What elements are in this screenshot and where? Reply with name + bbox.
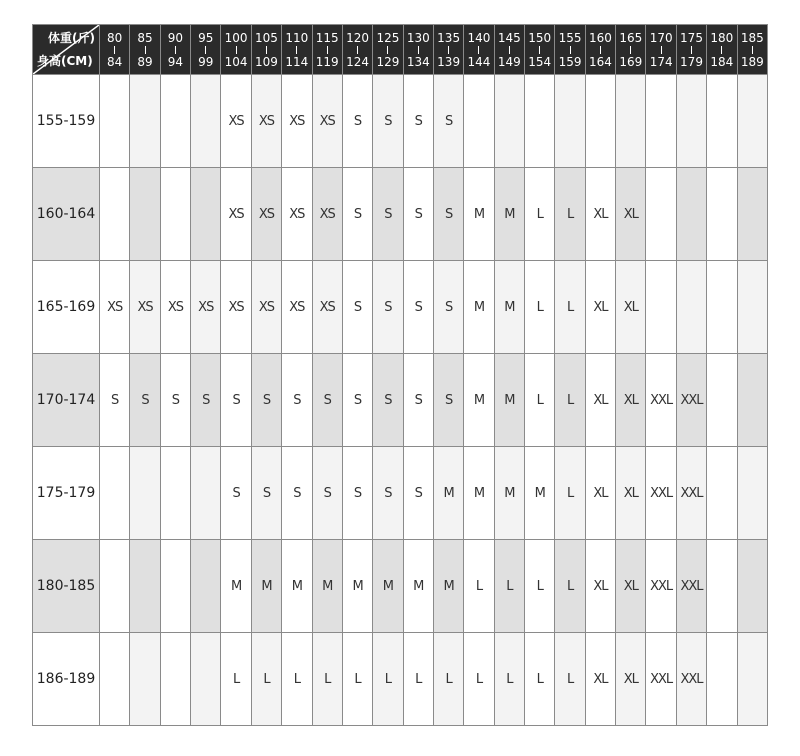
size-cell: M [494, 261, 524, 354]
size-cell: L [494, 633, 524, 726]
size-cell: XL [616, 540, 646, 633]
weight-range-header [464, 25, 494, 75]
weight-range-low: 105 [255, 30, 278, 45]
size-cell [707, 633, 737, 726]
size-cell: S [221, 447, 251, 540]
weight-range-low: 180 [710, 30, 734, 45]
size-cell: S [373, 75, 403, 168]
size-cell [585, 75, 615, 168]
size-cell: S [403, 261, 433, 354]
size-cell [707, 354, 737, 447]
size-cell: L [282, 633, 312, 726]
size-cell [737, 75, 767, 168]
table-row [33, 447, 768, 540]
weight-range-high: 169 [619, 54, 643, 69]
size-cell: XS [130, 261, 160, 354]
range-separator [357, 46, 358, 54]
size-cell: XS [221, 168, 251, 261]
weight-range-low: 150 [528, 30, 552, 45]
weight-header-row [33, 25, 768, 75]
size-cell: XL [585, 540, 615, 633]
size-cell: L [342, 633, 372, 726]
weight-range-header [646, 25, 676, 75]
size-cell: XL [585, 168, 615, 261]
size-cell: XL [616, 261, 646, 354]
weight-range-low: 115 [315, 30, 339, 45]
range-separator [721, 46, 722, 54]
size-cell: XL [585, 354, 615, 447]
size-cell [100, 540, 130, 633]
weight-range-header [100, 25, 130, 75]
range-separator [478, 46, 479, 54]
size-cell: M [312, 540, 342, 633]
size-cell: XS [251, 168, 281, 261]
size-cell [555, 75, 585, 168]
range-separator [418, 46, 419, 54]
weight-range-low: 110 [285, 30, 309, 45]
size-cell: XS [282, 168, 312, 261]
size-cell: M [342, 540, 372, 633]
size-cell: M [464, 168, 494, 261]
size-cell: L [403, 633, 433, 726]
size-cell: S [312, 447, 342, 540]
size-cell: XXL [676, 447, 706, 540]
weight-range-low: 85 [137, 30, 153, 45]
size-cell: L [464, 540, 494, 633]
size-cell [646, 168, 676, 261]
weight-range-high: 144 [467, 54, 491, 69]
size-cell: L [525, 261, 555, 354]
corner-header [33, 25, 100, 75]
size-cell: S [251, 354, 281, 447]
size-cell: S [373, 354, 403, 447]
weight-range-high: 134 [406, 54, 430, 69]
size-cell: S [312, 354, 342, 447]
size-cell [191, 168, 221, 261]
size-cell: S [433, 354, 463, 447]
size-cell: XS [221, 261, 251, 354]
size-cell: M [464, 354, 494, 447]
size-cell: S [403, 75, 433, 168]
size-cell: XL [616, 354, 646, 447]
weight-range-low: 120 [346, 30, 369, 45]
size-cell [160, 633, 190, 726]
size-cell [130, 540, 160, 633]
size-cell [737, 261, 767, 354]
size-cell: XL [585, 261, 615, 354]
weight-range-header [494, 25, 524, 75]
weight-range-low: 155 [558, 30, 582, 45]
weight-range-header [221, 25, 251, 75]
size-cell: L [373, 633, 403, 726]
size-cell: S [130, 354, 160, 447]
size-cell: S [373, 261, 403, 354]
table-row [33, 540, 768, 633]
table-row [33, 75, 768, 168]
range-separator [205, 46, 206, 54]
size-cell: L [555, 540, 585, 633]
weight-range-high: 99 [198, 54, 214, 69]
range-separator [145, 46, 146, 54]
range-separator [509, 46, 510, 54]
size-cell: XXL [646, 633, 676, 726]
size-cell: S [403, 354, 433, 447]
weight-range-header [433, 25, 463, 75]
size-cell [676, 168, 706, 261]
size-cell [707, 447, 737, 540]
size-cell: S [191, 354, 221, 447]
size-cell: L [555, 261, 585, 354]
size-cell: S [160, 354, 190, 447]
size-cell: S [342, 168, 372, 261]
size-cell: L [494, 540, 524, 633]
range-separator [752, 46, 753, 54]
size-cell: XS [282, 261, 312, 354]
weight-range-low: 130 [406, 30, 430, 45]
size-cell: S [403, 168, 433, 261]
weight-range-high: 119 [315, 54, 339, 69]
weight-range-header [585, 25, 615, 75]
size-cell: XL [616, 633, 646, 726]
weight-range-header [160, 25, 190, 75]
size-cell [464, 75, 494, 168]
weight-range-high: 139 [437, 54, 461, 69]
size-cell: XS [160, 261, 190, 354]
size-cell: M [403, 540, 433, 633]
weight-range-header [403, 25, 433, 75]
size-cell: L [464, 633, 494, 726]
range-separator [539, 46, 540, 54]
size-cell [191, 447, 221, 540]
size-cell [646, 75, 676, 168]
size-cell: XS [312, 75, 342, 168]
size-cell: XL [616, 168, 646, 261]
size-cell: XS [312, 261, 342, 354]
size-cell [191, 75, 221, 168]
size-cell: S [433, 75, 463, 168]
size-cell: S [373, 168, 403, 261]
height-range-label: 155-159 [33, 75, 100, 168]
size-cell: M [251, 540, 281, 633]
weight-range-high: 149 [497, 54, 521, 69]
range-separator [570, 46, 571, 54]
size-chart-table [32, 24, 768, 726]
weight-range-low: 145 [497, 30, 521, 45]
weight-range-low: 90 [167, 30, 184, 45]
size-cell [100, 168, 130, 261]
height-range-label: 175-179 [33, 447, 100, 540]
size-cell: M [433, 540, 463, 633]
weight-range-low: 165 [619, 30, 643, 45]
size-cell [676, 75, 706, 168]
size-cell: XS [221, 75, 251, 168]
weight-range-low: 140 [467, 30, 491, 45]
weight-range-low: 170 [649, 30, 673, 45]
range-separator [630, 46, 631, 54]
weight-range-high: 179 [680, 54, 703, 69]
size-cell: S [282, 447, 312, 540]
size-cell: L [525, 168, 555, 261]
weight-range-high: 89 [137, 54, 153, 69]
range-separator [448, 46, 449, 54]
size-cell: M [464, 447, 494, 540]
size-cell: L [251, 633, 281, 726]
size-cell: XL [616, 447, 646, 540]
size-cell [737, 633, 767, 726]
size-cell: XXL [646, 540, 676, 633]
weight-range-header [342, 25, 372, 75]
height-range-label: 180-185 [33, 540, 100, 633]
size-cell: M [494, 168, 524, 261]
size-cell: XXL [646, 354, 676, 447]
size-cell [160, 75, 190, 168]
weight-range-header [676, 25, 706, 75]
table-row [33, 261, 768, 354]
size-cell [130, 168, 160, 261]
height-axis-label: 身高(CM) [37, 54, 93, 68]
size-cell: M [221, 540, 251, 633]
weight-range-high: 174 [649, 54, 673, 69]
size-cell: S [342, 354, 372, 447]
size-cell: L [433, 633, 463, 726]
size-cell: M [494, 447, 524, 540]
size-cell [646, 261, 676, 354]
weight-range-high: 84 [107, 54, 123, 69]
size-cell: S [100, 354, 130, 447]
range-separator [387, 46, 388, 54]
weight-range-low: 100 [224, 30, 248, 45]
range-separator [600, 46, 601, 54]
size-cell [160, 168, 190, 261]
weight-range-header [191, 25, 221, 75]
range-separator [661, 46, 662, 54]
size-cell [100, 633, 130, 726]
weight-range-high: 159 [558, 54, 582, 69]
size-cell [130, 75, 160, 168]
size-cell: S [342, 447, 372, 540]
weight-range-high: 164 [588, 54, 612, 69]
size-cell: XL [585, 633, 615, 726]
size-cell: S [342, 75, 372, 168]
weight-range-high: 124 [346, 54, 369, 69]
weight-range-header [707, 25, 737, 75]
size-cell: XXL [646, 447, 676, 540]
range-separator [236, 46, 237, 54]
size-cell: L [525, 354, 555, 447]
size-cell: M [433, 447, 463, 540]
table-row [33, 633, 768, 726]
size-cell: XS [282, 75, 312, 168]
size-cell: S [403, 447, 433, 540]
size-cell [707, 540, 737, 633]
size-cell [616, 75, 646, 168]
size-cell [525, 75, 555, 168]
weight-range-header [312, 25, 342, 75]
size-cell [160, 540, 190, 633]
range-separator [327, 46, 328, 54]
size-cell: XS [251, 75, 281, 168]
size-cell: L [555, 354, 585, 447]
weight-range-low: 80 [107, 30, 123, 45]
size-cell: L [525, 540, 555, 633]
size-cell: M [494, 354, 524, 447]
range-separator [266, 46, 267, 54]
weight-range-low: 125 [376, 30, 400, 45]
size-cell: XS [191, 261, 221, 354]
size-cell: M [282, 540, 312, 633]
size-cell: M [464, 261, 494, 354]
size-cell [494, 75, 524, 168]
size-cell: XL [585, 447, 615, 540]
size-cell: XXL [676, 633, 706, 726]
size-cell [100, 75, 130, 168]
height-range-label: 170-174 [33, 354, 100, 447]
range-separator [175, 46, 176, 54]
size-cell [676, 261, 706, 354]
weight-range-header [555, 25, 585, 75]
table-row [33, 354, 768, 447]
size-cell [707, 168, 737, 261]
weight-range-header [737, 25, 767, 75]
weight-range-header [130, 25, 160, 75]
weight-range-low: 175 [680, 30, 703, 45]
table-row [33, 168, 768, 261]
weight-range-high: 184 [710, 54, 734, 69]
size-cell [737, 354, 767, 447]
height-range-label: 186-189 [33, 633, 100, 726]
weight-range-high: 154 [528, 54, 552, 69]
weight-range-high: 94 [167, 54, 184, 69]
height-range-label: 160-164 [33, 168, 100, 261]
size-cell [130, 447, 160, 540]
size-cell [737, 447, 767, 540]
size-cell [160, 447, 190, 540]
weight-range-high: 109 [255, 54, 278, 69]
size-cell: S [282, 354, 312, 447]
weight-range-header [282, 25, 312, 75]
weight-range-high: 104 [224, 54, 248, 69]
weight-range-high: 129 [376, 54, 400, 69]
weight-range-low: 135 [437, 30, 461, 45]
size-cell: L [221, 633, 251, 726]
size-cell [130, 633, 160, 726]
size-cell: L [525, 633, 555, 726]
range-separator [114, 46, 115, 54]
size-cell: S [221, 354, 251, 447]
weight-range-header [616, 25, 646, 75]
weight-axis-label: 体重(斤) [48, 31, 95, 45]
size-cell: XS [100, 261, 130, 354]
size-cell [100, 447, 130, 540]
size-cell: L [555, 633, 585, 726]
size-cell: S [342, 261, 372, 354]
size-cell: S [433, 261, 463, 354]
size-cell: S [251, 447, 281, 540]
size-cell: L [555, 168, 585, 261]
size-cell: XXL [676, 540, 706, 633]
size-cell [707, 75, 737, 168]
weight-range-header [251, 25, 281, 75]
weight-range-header [525, 25, 555, 75]
range-separator [296, 46, 297, 54]
size-cell [191, 633, 221, 726]
size-cell: S [373, 447, 403, 540]
size-cell: L [312, 633, 342, 726]
size-cell: S [433, 168, 463, 261]
size-cell: XXL [676, 354, 706, 447]
size-cell: M [373, 540, 403, 633]
size-cell: L [555, 447, 585, 540]
weight-range-low: 160 [588, 30, 612, 45]
size-cell [737, 168, 767, 261]
size-cell: M [525, 447, 555, 540]
height-range-label: 165-169 [33, 261, 100, 354]
size-cell: XS [312, 168, 342, 261]
weight-range-header [373, 25, 403, 75]
size-cell [707, 261, 737, 354]
size-cell [191, 540, 221, 633]
range-separator [691, 46, 692, 54]
weight-range-high: 189 [740, 54, 764, 69]
weight-range-low: 95 [198, 30, 214, 45]
weight-range-high: 114 [285, 54, 309, 69]
size-cell [737, 540, 767, 633]
weight-range-low: 185 [740, 30, 764, 45]
size-cell: XS [251, 261, 281, 354]
